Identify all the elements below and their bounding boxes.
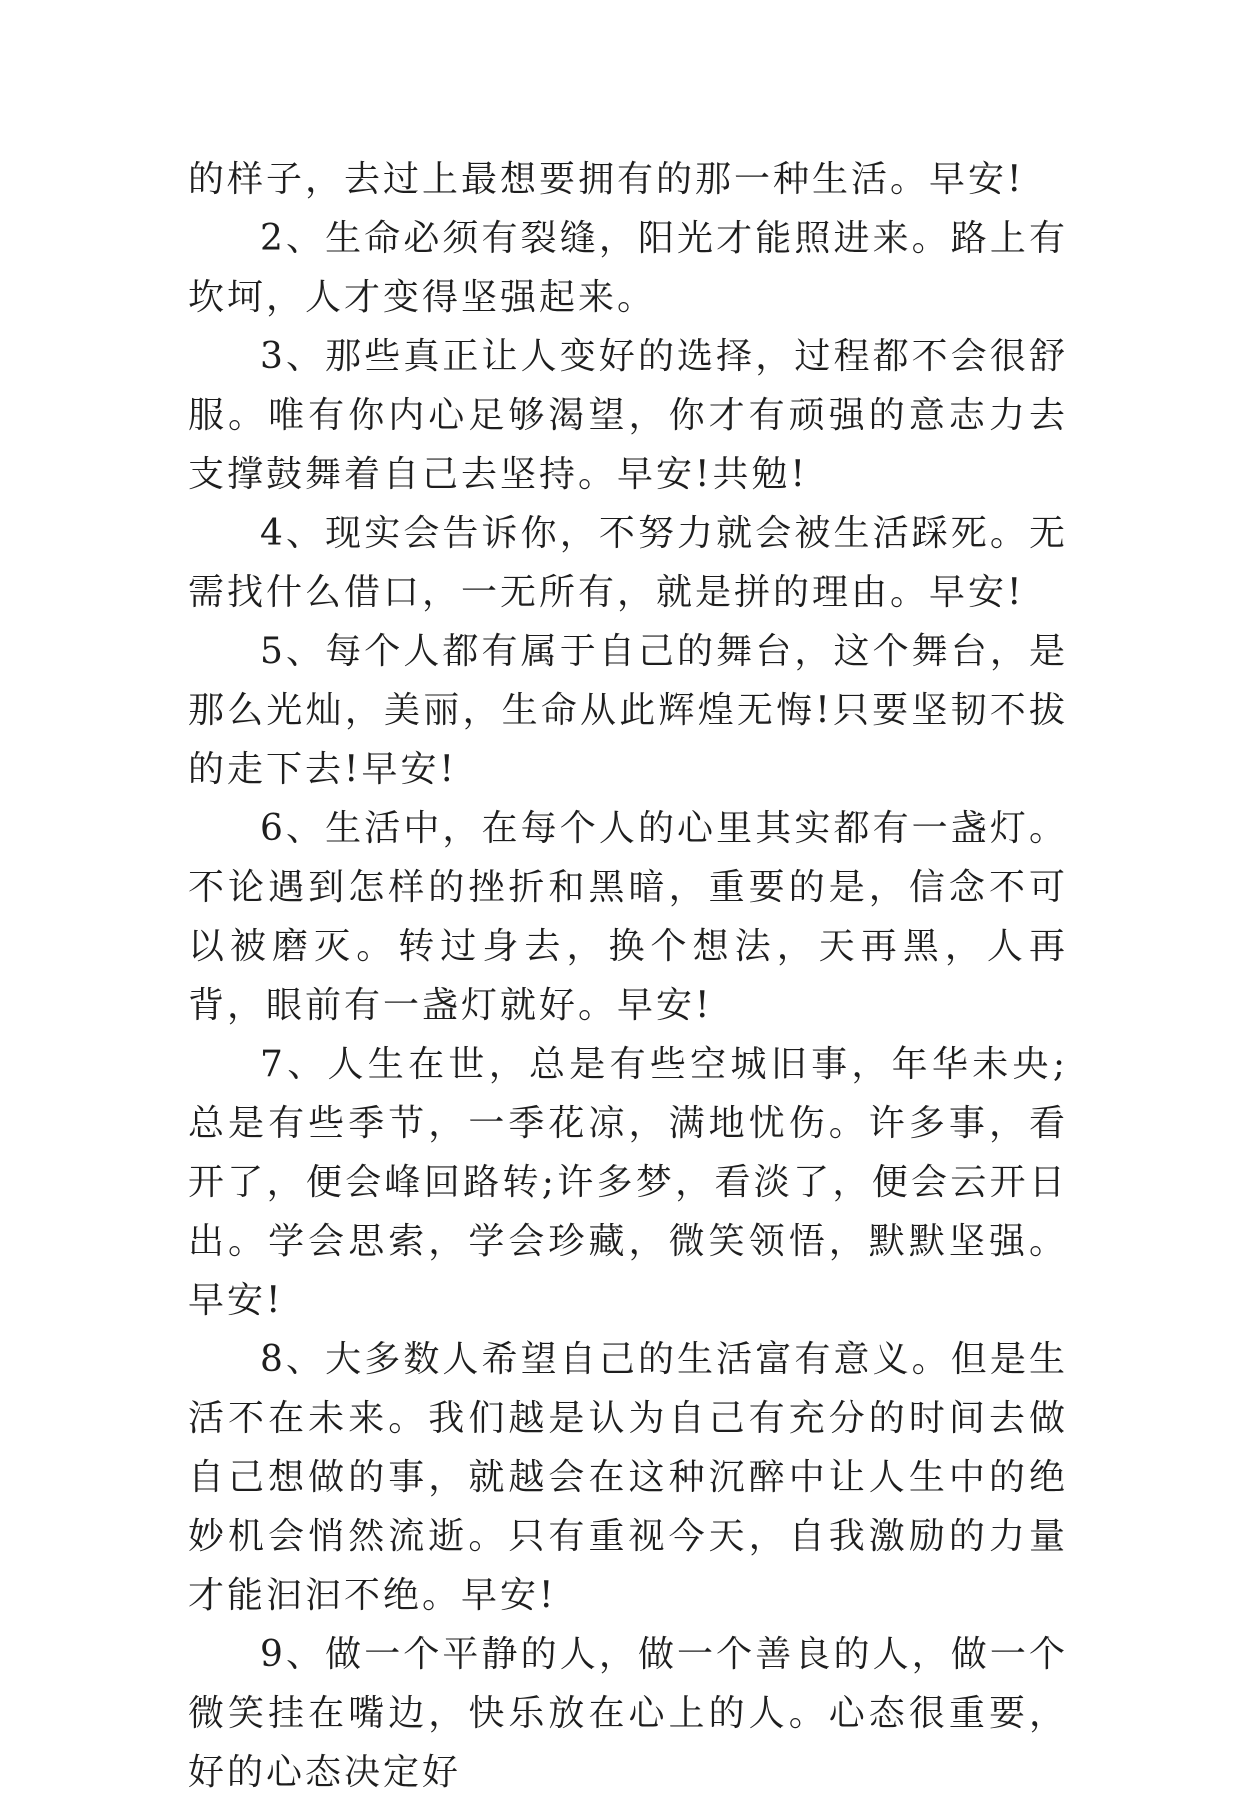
paragraph-4: 4、现实会告诉你，不努力就会被生活踩死。无需找什么借口，一无所有，就是拼的理由。早安! [188, 513, 1068, 613]
paragraph-6: 6、生活中，在每个人的心里其实都有一盏灯。不论遇到怎样的挫折和黑暗，重要的是，信念不可以被磨灭。转过身去，换个想法，天再黑，人再背，眼前有一盏灯就好。早安! [188, 808, 1068, 1026]
paragraph-9: 9、做一个平静的人，做一个善良的人，做一个微笑挂在嘴边，快乐放在心上的人。心态很重要，好的心态决定好 [188, 1634, 1068, 1793]
paragraph-8: 8、大多数人希望自己的生活富有意义。但是生活不在未来。我们越是认为自己有充分的时间去做自己想做的事，就越会在这种沉醉中让人生中的绝妙机会悄然流逝。只有重视今天，自我激励的力量才能汩汩不绝。早安! [188, 1339, 1068, 1616]
paragraph-7: 7、人生在世，总是有些空城旧事，年华未央;总是有些季节，一季花凉，满地忧伤。许多事，看开了，便会峰回路转;许多梦，看淡了，便会云开日出。学会思索，学会珍藏，微笑领悟，默默坚强。早安! [188, 1044, 1068, 1321]
paragraph-continued: 的样子，去过上最想要拥有的那一种生活。早安! [188, 159, 1025, 200]
paragraph-3: 3、那些真正让人变好的选择，过程都不会很舒服。唯有你内心足够渴望，你才有顽强的意志力去支撑鼓舞着自己去坚持。早安!共勉! [188, 336, 1068, 495]
paragraph-2: 2、生命必须有裂缝，阳光才能照进来。路上有坎坷，人才变得坚强起来。 [188, 218, 1068, 318]
paragraph-5: 5、每个人都有属于自己的舞台，这个舞台，是那么光灿，美丽，生命从此辉煌无悔!只要坚韧不拔的走下去!早安! [188, 631, 1068, 790]
document-body [188, 150, 1068, 1802]
